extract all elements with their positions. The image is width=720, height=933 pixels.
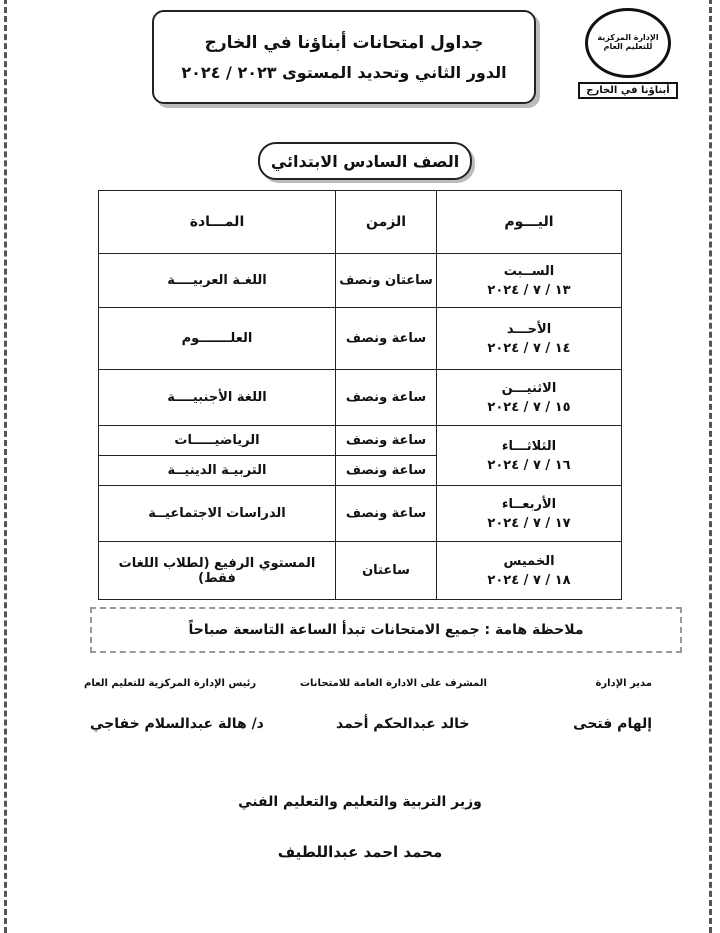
table-row (99, 542, 622, 600)
day-date: ١٥ / ٧ / ٢٠٢٤ (487, 399, 571, 415)
signature-title-left: رئيس الإدارة المركزية للتعليم العام (84, 678, 257, 689)
header-time: الزمن (336, 191, 437, 254)
table-row (99, 486, 622, 542)
table-header-row (99, 191, 622, 254)
day-cell (437, 542, 622, 600)
time-cell: ساعة ونصف (336, 370, 437, 426)
subject-cell: العلـــــــوم (99, 308, 336, 370)
title-line-2: الدور الثاني وتحديد المستوى ٢٠٢٣ / ٢٠٢٤ (181, 62, 507, 82)
exam-schedule-table (98, 190, 622, 600)
subject-cell: اللغة الأجنبيــــة (99, 370, 336, 426)
day-cell (437, 370, 622, 426)
day-cell (437, 254, 622, 308)
time-cell: ساعة ونصف (336, 456, 437, 486)
important-note: ملاحظة هامة : جميع الامتحانات تبدأ الساعة التاسعة صباحاً (90, 607, 682, 653)
ministry-logo (578, 8, 678, 100)
time-cell: ساعتان (336, 542, 437, 600)
table-row (99, 426, 622, 456)
signature-title-middle: المشرف على الادارة العامة للامتحانات (300, 678, 487, 689)
logo-band-text: أبناؤنا في الخارج (578, 82, 678, 99)
time-cell: ساعة ونصف (336, 426, 437, 456)
signature-name-left: د/ هالة عبدالسلام خفاجي (90, 716, 264, 732)
time-cell: ساعة ونصف (336, 308, 437, 370)
subject-cell: الرياضيـــــات (99, 426, 336, 456)
grade-label: الصف السادس الابتدائي (258, 142, 472, 180)
day-cell (437, 426, 622, 486)
subject-cell: المستوي الرفيع (لطلاب اللغات فقط) (99, 542, 336, 600)
table-row (99, 254, 622, 308)
day-name: الســبت (503, 263, 555, 279)
day-cell (437, 308, 622, 370)
day-name: الثلاثـــاء (501, 438, 557, 454)
day-date: ١٨ / ٧ / ٢٠٢٤ (487, 572, 571, 588)
day-name: الأحـــد (506, 321, 552, 337)
minister-name: محمد احمد عبداللطيف (277, 843, 443, 861)
table-row (99, 370, 622, 426)
subject-cell: اللغـة العربيــــة (99, 254, 336, 308)
day-name: الاثنيـــن (501, 380, 557, 396)
title-line-1: جداول امتحانات أبناؤنا في الخارج (204, 32, 484, 53)
signature-title-right: مدير الإدارة (595, 678, 652, 689)
subject-cell: الدراسات الاجتماعيــة (99, 486, 336, 542)
logo-circle-text: الإدارة المركزية للتعليم العام (597, 33, 659, 51)
header-subject: المـــادة (99, 191, 336, 254)
day-date: ١٤ / ٧ / ٢٠٢٤ (487, 340, 571, 356)
day-name: الخميس (503, 553, 555, 569)
day-date: ١٧ / ٧ / ٢٠٢٤ (487, 515, 571, 531)
day-cell (437, 486, 622, 542)
signature-name-right: إلهام فتحى (573, 716, 652, 732)
minister-title: وزير التربية والتعليم والتعليم الفني (238, 794, 482, 810)
time-cell: ساعتان ونصف (336, 254, 437, 308)
signature-name-middle: خالد عبدالحكم أحمد (336, 716, 470, 732)
day-date: ١٦ / ٧ / ٢٠٢٤ (487, 457, 571, 473)
header-title-box (152, 10, 536, 104)
day-date: ١٣ / ٧ / ٢٠٢٤ (487, 282, 571, 298)
day-name: الأربعــاء (501, 496, 557, 512)
logo-emblem (585, 8, 671, 78)
subject-cell: التربيـة الدينيــة (99, 456, 336, 486)
table-row (99, 308, 622, 370)
time-cell: ساعة ونصف (336, 486, 437, 542)
header-day: اليـــوم (437, 191, 622, 254)
